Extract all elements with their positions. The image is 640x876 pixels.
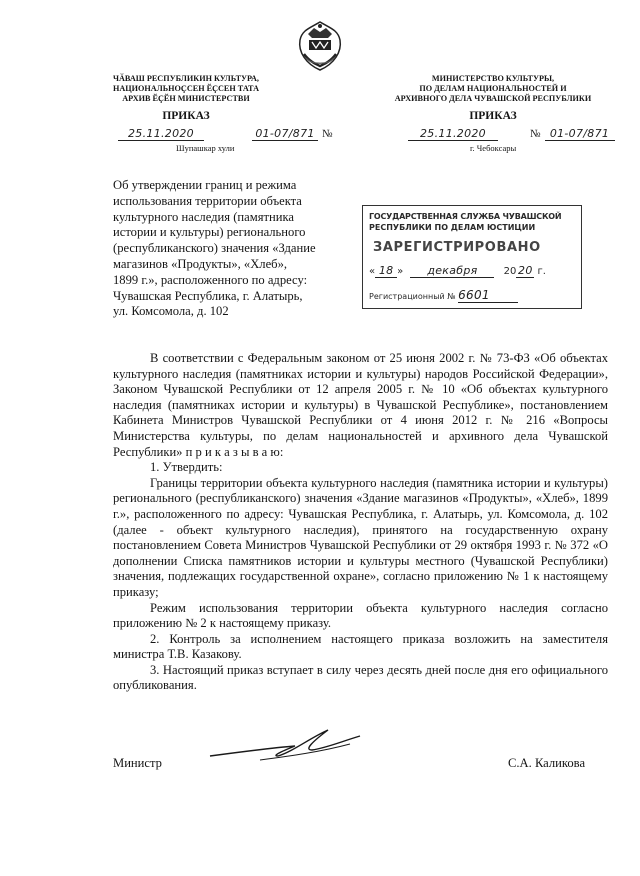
subject-line: Об утверждении границ и режима xyxy=(113,178,297,192)
signatory-position: Министр xyxy=(113,756,162,770)
subject-line: истории и культуры) регионального xyxy=(113,225,306,240)
item-1-heading: 1. Утвердить: xyxy=(150,460,223,475)
org-line: МИНИСТЕРСТВО КУЛЬТУРЫ, xyxy=(431,74,555,83)
number-sign: № xyxy=(530,128,541,140)
stamp-year: 20 xyxy=(518,264,533,277)
order-date-number-left xyxy=(118,124,338,140)
subject-line: использования территории объекта xyxy=(113,193,302,208)
subject-line: 1899 г.», расположенного по адресу: xyxy=(113,272,308,287)
stamp-date-row: « 18 » декабря 20 20 г. xyxy=(369,264,546,277)
stamp-reg-number: 6601 xyxy=(458,288,518,303)
org-name-chuvash xyxy=(86,74,286,104)
item-1-boundaries: Границы территории объекта культурного наследия (памятника истории и культуры) регионального (республиканского) значения «Здание магазинов «Продукты», «Хлеб», 1899 г.», расположенного по адресу: Чувашская Республика, г. Алатырь, ул. Комсомола, д. 102 (далее - объект культурного наследия), принятого на государственную охрану постановлением Совета Министров Чувашской Республики от 29 октября 1993 г. № 372 «О дополнении Списка памятников истории и культуры местного (Чувашской Республики) значения, подлежащих государственной охране», согласно приложению № 1 к настоящему приказу; xyxy=(113,475,608,599)
preamble-paragraph: В соответствии с Федеральным законом от 25 июня 2002 г. № 73-ФЗ «Об объектах культурного наследия (памятниках истории и культуры) народов Российской Федерации», Законом Чувашской Республики от 12 апреля 2005 г. № 10 «Об объектах культурного наследия (памятниках истории и культуры) в Чувашской Республике», постановлением Кабинета Министров Чувашской Республики от 4 июня 2012 г. № 216 «Вопросы Министерства культуры, по делам национальностей и архивного дела Чувашской Республики» п р и к а з ы в а ю: xyxy=(113,351,608,459)
org-line: ПО ДЕЛАМ НАЦИОНАЛЬНОСТЕЙ И xyxy=(419,84,567,93)
subject-line: культурного наследия (памятника xyxy=(113,209,294,224)
handwritten-signature xyxy=(200,722,370,770)
org-line: НАЦИОНАЛЬНОҪСЕН ӖҪСЕН ТАТА xyxy=(113,84,259,93)
subject-line: (республиканского) значения «Здание xyxy=(113,241,316,256)
stamp-registered-label: ЗАРЕГИСТРИРОВАНО xyxy=(373,240,541,255)
stamp-year-prefix: 20 xyxy=(503,266,517,277)
signatory-name: С.А. Каликова xyxy=(508,756,586,770)
city-russian: г. Чебоксары xyxy=(470,143,517,153)
subject-line: Чувашская Республика, г. Алатырь, xyxy=(113,288,303,303)
order-title-russian: ПРИКАЗ xyxy=(469,110,517,122)
org-line: ЧӐВАШ РЕСПУБЛИКИН КУЛЬТУРА, xyxy=(113,74,259,83)
order-date-number-right xyxy=(408,124,618,140)
org-line: АРХИВ ӖҪӖН МИНИСТЕРСТВИ xyxy=(122,94,250,103)
order-date: 25.11.2020 xyxy=(408,127,498,141)
item-1-regime: Режим использования территории объекта культурного наследия согласно приложению № 2 к настоящему приказу. xyxy=(113,600,608,631)
city-chuvash: Шупашкар хули xyxy=(176,143,235,153)
stamp-reg-row xyxy=(369,288,518,303)
registration-stamp xyxy=(362,205,582,309)
org-line: АРХИВНОГО ДЕЛА ЧУВАШСКОЙ РЕСПУБЛИКИ xyxy=(394,94,592,103)
order-number: 01-07/871 xyxy=(252,127,318,141)
number-sign: № xyxy=(322,128,333,140)
item-3-paragraph: 3. Настоящий приказ вступает в силу через десять дней после дня его официального опубликования. xyxy=(113,662,608,693)
order-title-chuvash: ПРИКАЗ xyxy=(162,110,210,122)
subject-line: ул. Комсомола, д. 102 xyxy=(113,304,229,319)
subject-line: магазинов «Продукты», «Хлеб», xyxy=(113,256,288,271)
stamp-reg-label: Регистрационный № xyxy=(369,292,456,301)
order-number: 01-07/871 xyxy=(545,127,615,141)
order-body xyxy=(113,351,608,694)
org-name-russian xyxy=(378,74,608,104)
order-date: 25.11.2020 xyxy=(118,127,204,141)
stamp-month: декабря xyxy=(410,264,494,278)
item-2-paragraph: 2. Контроль за исполнением настоящего приказа возложить на заместителя министра Т.В. Казакову. xyxy=(113,631,608,662)
stamp-year-suffix: г. xyxy=(537,266,546,277)
order-subject xyxy=(113,178,337,320)
stamp-day: 18 xyxy=(375,264,397,278)
stamp-authority-line: ГОСУДАРСТВЕННАЯ СЛУЖБА ЧУВАШСКОЙ xyxy=(369,212,562,221)
stamp-authority-line: РЕСПУБЛИКИ ПО ДЕЛАМ ЮСТИЦИИ xyxy=(369,223,536,232)
coat-of-arms-emblem xyxy=(292,18,348,74)
